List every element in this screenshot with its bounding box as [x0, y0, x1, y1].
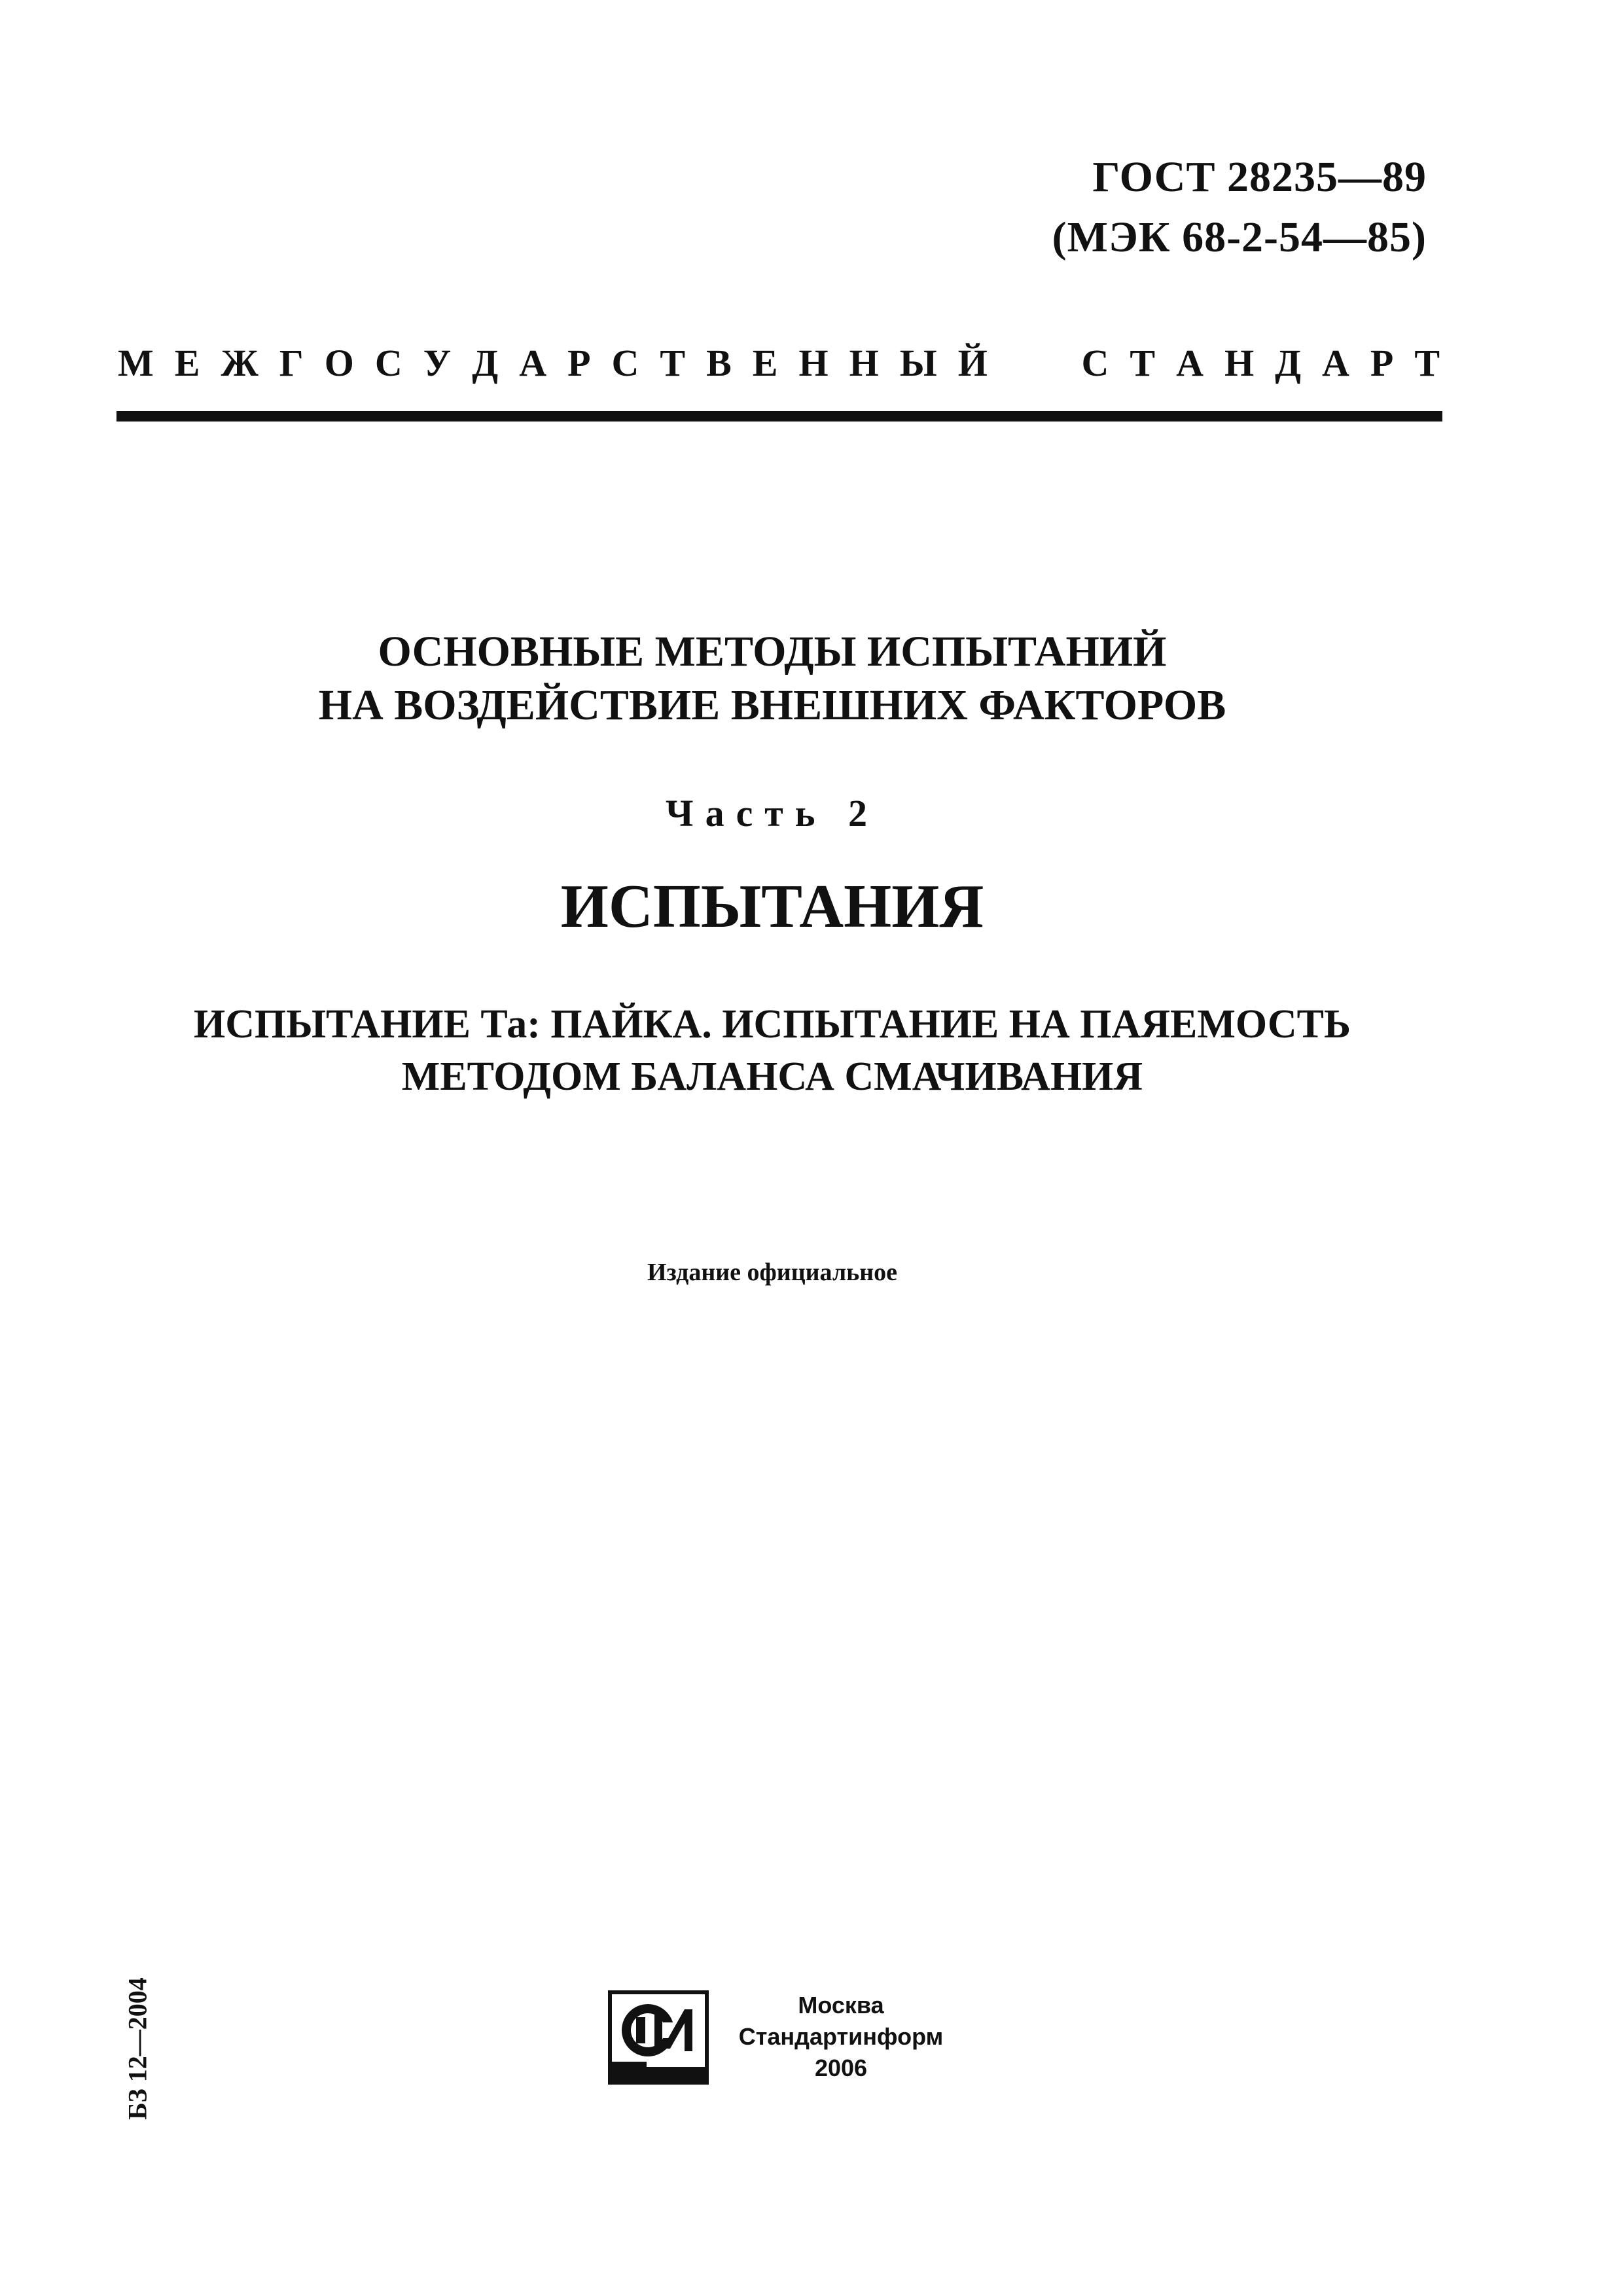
heading-letter: В: [706, 342, 732, 384]
publisher-city: Москва: [798, 1992, 884, 2018]
heading-letter: Д: [472, 342, 499, 384]
heading-letter: Ж: [221, 342, 259, 384]
heading-letter: Т: [1130, 342, 1156, 384]
heading-divider: [116, 411, 1442, 422]
part-title: ИСПЫТАНИЯ: [560, 872, 984, 941]
document-number-block: [1052, 147, 1427, 268]
test-title-line-2: МЕТОДОМ БАЛАНСА СМАЧИВАНИЯ: [401, 1054, 1143, 1099]
part-label: Часть 2: [666, 792, 879, 834]
test-title-line-1: ИСПЫТАНИЕ Та: ПАЙКА. ИСПЫТАНИЕ НА ПАЯЕМОСТЬ: [193, 1002, 1351, 1047]
heading-letter: Д: [1275, 342, 1301, 384]
heading-letter: С: [374, 342, 402, 384]
heading-letter: Т: [660, 342, 686, 384]
heading-letter: Ы: [899, 342, 937, 384]
title-line-2: НА ВОЗДЕЙСТВИЕ ВНЕШНИХ ФАКТОРОВ: [318, 681, 1226, 729]
document-title: [0, 625, 1544, 732]
heading-letter: А: [1321, 342, 1349, 384]
side-note-text: БЗ 12—2004: [122, 1977, 152, 2120]
standard-type-word-1: [118, 340, 988, 386]
iec-number: (МЭК 68-2-54—85): [1052, 213, 1427, 261]
heading-letter: О: [324, 342, 354, 384]
publisher-block: [733, 1990, 949, 2084]
gost-number: ГОСТ 28235—89: [1092, 153, 1427, 201]
heading-letter: Г: [279, 342, 304, 384]
heading-letter: С: [611, 342, 639, 384]
heading-letter: С: [1081, 342, 1109, 384]
publisher-year: 2006: [814, 2054, 868, 2081]
heading-letter: У: [423, 342, 452, 384]
heading-letter: М: [118, 342, 154, 384]
heading-letter: Р: [1370, 342, 1394, 384]
standard-type-word-2: [1081, 340, 1440, 386]
side-note: [118, 1957, 157, 2140]
test-title: [0, 998, 1544, 1103]
heading-letter: Т: [1414, 342, 1440, 384]
publisher-name: Стандартинформ: [738, 2023, 944, 2050]
title-line-1: ОСНОВНЫЕ МЕТОДЫ ИСПЫТАНИЙ: [378, 628, 1167, 675]
heading-letter: Е: [174, 342, 200, 384]
heading-letter: Н: [798, 342, 829, 384]
heading-letter: Н: [849, 342, 879, 384]
standard-type-heading: [118, 340, 1440, 386]
heading-letter: А: [1176, 342, 1204, 384]
heading-letter: Й: [957, 342, 988, 384]
heading-letter: Е: [752, 342, 778, 384]
standartinform-logo-icon: [607, 1990, 709, 2085]
heading-letter: Н: [1224, 342, 1255, 384]
heading-letter: А: [519, 342, 547, 384]
edition-note: Издание официальное: [647, 1259, 897, 1286]
heading-letter: Р: [567, 342, 591, 384]
